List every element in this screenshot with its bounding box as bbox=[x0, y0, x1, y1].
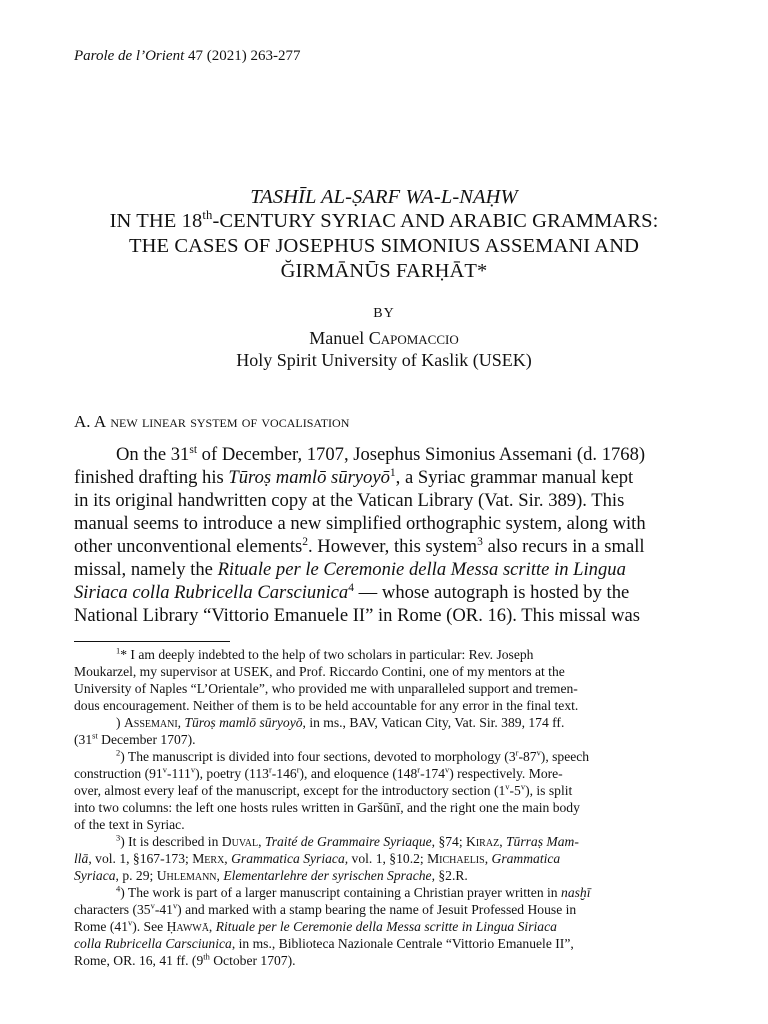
footnote-line: dous encouragement. Neither of them is to be held accountable for any error in the final text. bbox=[74, 698, 579, 713]
footnote-line: University of Naples “L’Orientale”, who provided me with unparalleled support and tremen- bbox=[74, 681, 578, 696]
footnote-line: Syriaca, p. 29; Uhlemann, Elementarlehre der syrischen Sprache, §2.R. bbox=[74, 868, 468, 883]
footnote-line: llā, vol. 1, §167-173; Merx, Grammatica Syriaca, vol. 1, §10.2; Michaelis, Grammatica bbox=[74, 851, 561, 866]
footnote-line: $^4$) The work is part of a larger manuscript containing a Christian prayer written in nasḫī bbox=[116, 883, 591, 900]
article-title-line-4: ĞIRMĀNŪS FARḤĀT* bbox=[280, 260, 488, 282]
body-line: other unconventional elements$^2$. However, this system$^3$ also recurs in a small bbox=[74, 535, 645, 557]
footnote-divider bbox=[74, 641, 230, 642]
footnote-line: of the text in Syriac. bbox=[74, 817, 185, 832]
footnote-line: construction (91$^v$-111$^v$), poetry (113$^r$-146$^r$), and eloquence (148$^r$-174$^v$) respectively. More- bbox=[74, 764, 563, 781]
article-title-line-3: THE CASES OF JOSEPHUS SIMONIUS ASSEMANI AND bbox=[128, 235, 640, 257]
footnote-line: $^1$* I am deeply indebted to the help of two scholars in particular: Rev. Joseph bbox=[116, 645, 534, 662]
author-name: Manuel Capomaccio bbox=[309, 328, 459, 348]
footnote-line: $^3$) It is described in Duval, Traité de Grammaire Syriaque, §74; Kiraz, Tūrraṣ Mam- bbox=[116, 832, 579, 849]
article-title-line-1: TASHĪL AL-ṢARF WA-L-NAḤW bbox=[250, 186, 518, 208]
journal-citation: 47 (2021) 263-277 bbox=[184, 48, 301, 64]
author-affiliation: Holy Spirit University of Kaslik (USEK) bbox=[236, 350, 532, 370]
running-head bbox=[74, 48, 301, 65]
footnote-line: ) Assemani, Tūroṣ mamlō sūryoyō, in ms., BAV, Vatican City, Vat. Sir. 389, 174 ff. bbox=[116, 715, 565, 730]
body-line: Siriaca colla Rubricella Carsciunica$^4$ — whose autograph is hosted by the bbox=[74, 581, 630, 603]
footnote-line: Rome (41$^v$). See Ḥawwā, Rituale per le Ceremonie della Messa scritte in Lingua Siriaca bbox=[74, 917, 557, 934]
footnote-line: into two columns: the left one hosts rules written in Garšūnī, and the right one the main body bbox=[74, 800, 580, 815]
footnote-line: (31st December 1707). bbox=[74, 730, 196, 747]
body-line: manual seems to introduce a new simplified orthographic system, along with bbox=[74, 513, 646, 534]
footnote-ref: 4 bbox=[348, 581, 354, 594]
footnote-ref: 1 bbox=[389, 466, 396, 479]
article-title-line-2: IN THE 18th-CENTURY SYRIAC AND ARABIC GRAMMARS: bbox=[109, 208, 659, 232]
footnote-line: $^2$) The manuscript is divided into four sections, devoted to morphology (3$^r$-87$^v$), speech bbox=[116, 747, 590, 764]
footnote-line: over, almost every leaf of the manuscript, except for the introductory section (1$^v$-5$^v$), is split bbox=[74, 781, 573, 798]
body-line: missal, namely the Rituale per le Ceremonie della Messa scritte in Lingua bbox=[74, 559, 626, 580]
footnote-line: Rome, OR. 16, 41 ff. (9th October 1707). bbox=[74, 951, 296, 968]
journal-title: Parole de l’Orient bbox=[74, 48, 185, 64]
footnote-ref: 2 bbox=[302, 535, 308, 548]
body-line: finished drafting his Tūroṣ mamlō sūryoyō$^1$, a Syriac grammar manual kept bbox=[74, 466, 634, 488]
body-line: National Library “Vittorio Emanuele II” in Rome (OR. 16). This missal was bbox=[74, 605, 641, 626]
footnote-ref: 3 bbox=[477, 535, 483, 548]
body-line: in its original handwritten copy at the Vatican Library (Vat. Sir. 389). This bbox=[74, 490, 625, 511]
byline-by: BY bbox=[373, 306, 395, 321]
footnote-line: Moukarzel, my supervisor at USEK, and Prof. Riccardo Contini, one of my mentors at the bbox=[74, 664, 565, 679]
footnote-line: characters (35$^v$-41$^v$) and marked with a stamp bearing the name of Jesuit Professed House in bbox=[74, 900, 577, 917]
body-line: On the 31st of December, 1707, Josephus Simonius Assemani (d. 1768) bbox=[116, 443, 646, 465]
section-heading: A. A new linear system of vocalisation bbox=[74, 412, 350, 431]
footnote-line: colla Rubricella Carsciunica, in ms., Biblioteca Nazionale Centrale “Vittorio Emanuele II”, bbox=[74, 936, 574, 951]
